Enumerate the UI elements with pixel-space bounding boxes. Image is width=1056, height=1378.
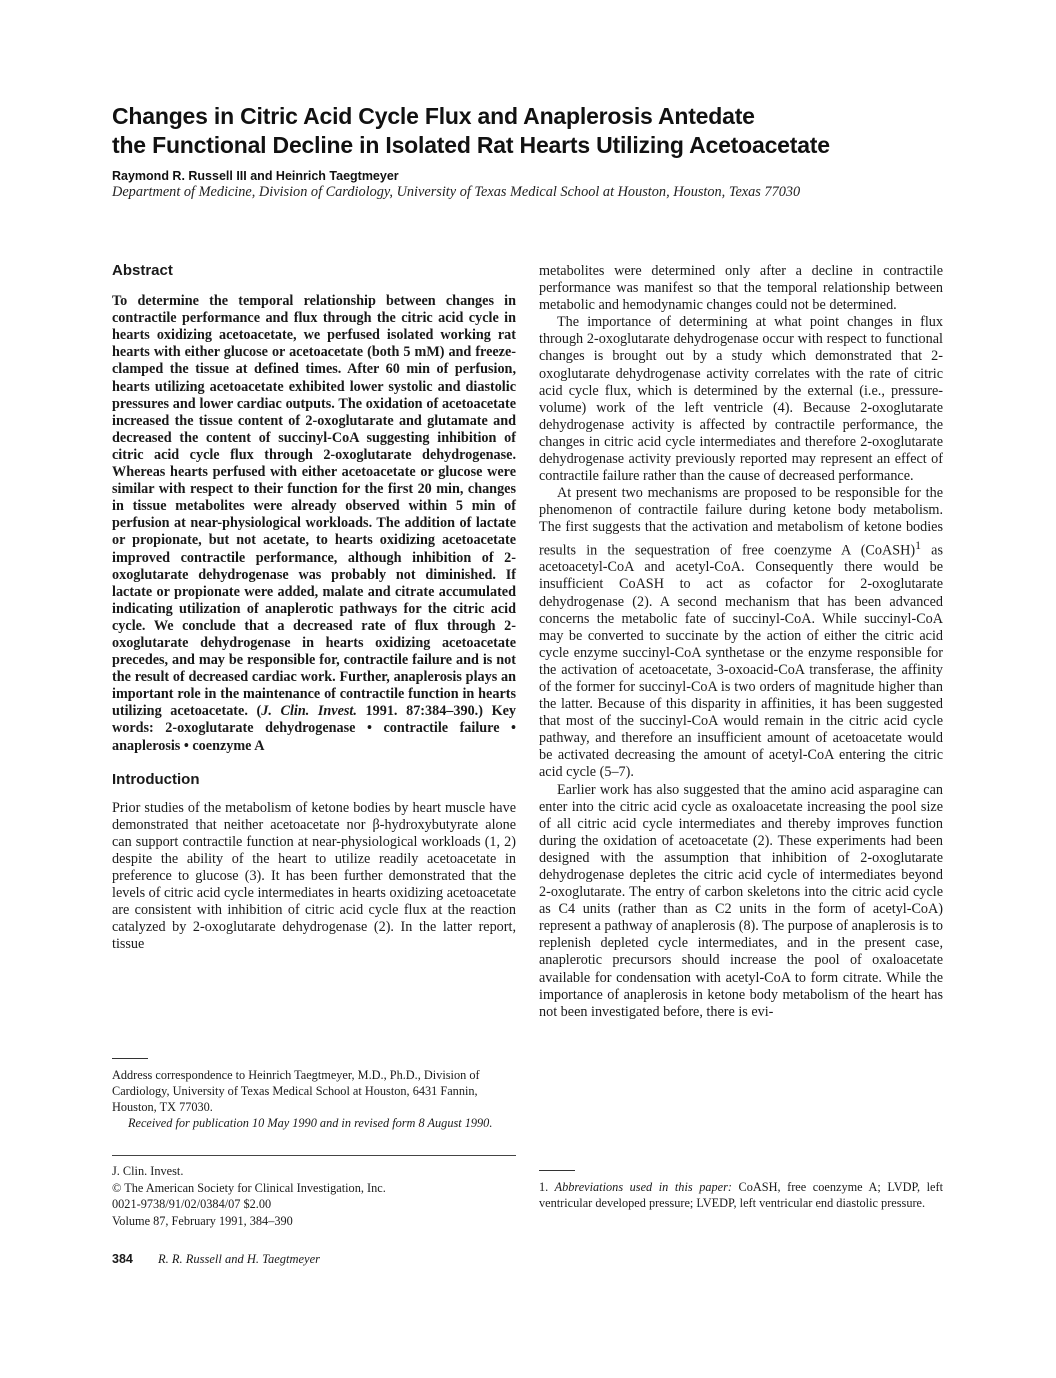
journal-name: J. Clin. Invest. [112,1164,184,1178]
right-paragraph-1: metabolites were determined only after a decline in contractile performance was manifest so that the temporal relationship between metabolic and hemodynamic changes could not be determined. [539,263,943,314]
right-paragraph-4: Earlier work has also suggested that the amino acid asparagine can enter into the citric acid cycle as oxaloacetate increasing the pool size of all citric acid cycle intermediates and thereby improves function during the oxidation of acetoacetate (2). These experiments had been designed with the assumption that inhibition of 2-oxoglutarate dehydrogenase depletes the citric acid cycle of intermediates beyond 2-oxoglutarate. The entry of carbon skeletons into the citric acid cycle as C4 units (rather than as C2 units in the form of acetyl-CoA) represent a pathway of anaplerosis (8). The purpose of anaplerosis is to replenish depleted cycle intermediates, and in the present case, anaplerotic precursors should increase the pool of oxaloacetate available for condensation with acetyl-CoA to form citrate. While the importance of anaplerosis in ketone body metabolism of the heart has not been investigated before, there is evi- [539,781,943,1020]
journal-info-divider [112,1155,516,1156]
right-paragraph-3 [539,485,943,781]
page-number: 384 [112,1252,133,1266]
journal-info [112,1163,516,1229]
correspondence-footnote [112,1058,516,1131]
volume-line: Volume 87, February 1991, 384–390 [112,1213,293,1228]
abstract-keywords: Key words: 2-oxoglutarate dehydrogenase • contractile failure • anaplerosis • coenzyme A [112,703,516,754]
issn-line: 0021-9738/91/02/0384/07 $2.00 [112,1197,272,1212]
footnote-definitions: CoASH, free coenzyme A; LVDP, left ventricular developed pressure; LVEDP, left ventricular end diastolic pressure. [539,1180,943,1211]
received-date: Received for publication 10 May 1990 and in revised form 8 August 1990. [128,1116,493,1130]
introduction-heading: Introduction [112,770,200,788]
right-column [539,263,943,1021]
title-line-2: the Functional Decline in Isolated Rat Hearts Utilizing Acetoacetate [112,132,830,158]
footnote-reference: 1 [915,537,921,552]
abstract-citation-journal: J. Clin. Invest. [261,703,357,720]
running-footer-authors: R. R. Russell and H. Taegtmeyer [157,1252,321,1266]
right-paragraph-2: The importance of determining at what point changes in flux through 2-oxoglutarate dehydrogenase occur with respect to functional changes is brought out by a study which demonstrated that 2-oxoglutarate dehydrogenase activity correlates with the rate of citric acid cycle flux, which is determined by the external (i.e., pressure-volume) work of the left ventricle (4). Because 2-oxoglutarate dehydrogenase activity is affected by contractile performance, the changes in citric acid cycle intermediates and therefore 2-oxoglutarate dehydrogenase activity previously reported may represent an effect of contractile failure rather than the cause of decreased performance. [539,314,943,485]
introduction-paragraph-1: Prior studies of the metabolism of ketone bodies by heart muscle have demonstrated that neither acetoacetate nor β-hydroxybutyrate alone can support contractile function at near-physiological workloads (1, 2) despite the ability of the heart to utilize readily acetoacetate in preference to glucose (3). It has been further demonstrated that the levels of citric acid cycle intermediates in hearts oxidizing acetoacetate are consistent with inhibition of citric acid cycle flux at the reaction catalyzed by 2-oxoglutarate dehydrogenase (2). In the latter report, tissue [112,799,516,953]
left-column [112,262,516,954]
abbreviations-footnote [539,1170,943,1212]
title-line-1: Changes in Citric Acid Cycle Flux and Anaplerosis Antedate [112,103,755,129]
footnote-number: 1. [539,1180,549,1194]
footnote-separator [112,1058,148,1059]
paragraph-3-continuation: as acetoacetyl-CoA and acetyl-CoA. Consequently there would be insufficient CoASH to act as cofactor for 2-oxoglutarate dehydrogenase (2). A second mechanism that has been advanced concerns the metabolic fate of succinyl-CoA. While succinyl-CoA may be converted to succinate by the action of either the citric acid cycle enzyme succinyl-CoA synthetase or the enzyme responsible for the activation of acetoacetate, 3-oxoacid-CoA transferase, the affinity of the former for succinyl-CoA is two orders of magnitude higher than the latter. Because of this disparity in affinities, it has been suggested that most of the succinyl-CoA would remain in the citric acid cycle pathway, and therefore an insufficient amount of acetoacetate would be activated decreasing the amount of acetyl-CoA entering the citric acid cycle (5–7). [539,542,943,781]
abstract-citation-details: 1991. 87:384–390.) [356,703,483,720]
copyright-line: © The American Society for Clinical Investigation, Inc. [112,1180,386,1195]
correspondence-address: Address correspondence to Heinrich Taegtmeyer, M.D., Ph.D., Division of Cardiology, University of Texas Medical School at Houston, 6431 Fannin, Houston, TX 77030. [112,1068,480,1114]
running-footer [112,1252,320,1267]
abstract-body [112,293,516,755]
author-list: Raymond R. Russell III and Heinrich Taegtmeyer [112,169,399,183]
author-affiliation: Department of Medicine, Division of Cardiology, University of Texas Medical School at Houston, Houston, Texas 77030 [112,184,801,200]
abbreviations-text [539,1179,943,1212]
abstract-heading: Abstract [112,262,173,279]
article-title [112,102,932,160]
footnote-separator [539,1170,575,1171]
paragraph-3-text: At present two mechanisms are proposed to be responsible for the phenomenon of contractile failure during ketone body metabolism. The first suggests that the activation and metabolism of ketone bodies results in the sequestration of free coenzyme A (CoASH) [539,485,943,559]
abstract-text: To determine the temporal relationship between changes in contractile performance and flux through the citric acid cycle in hearts oxidizing acetoacetate, we perfused isolated working rat hearts with either glucose or acetoacetate (both 5 mM) and freeze-clamped the tissue at defined times. After 60 min of perfusion, hearts utilizing acetoacetate exhibited lower systolic and diastolic pressures and lower cardiac outputs. The oxidation of acetoacetate increased the tissue content of 2-oxoglutarate and glutamate and decreased the content of succinyl-CoA suggesting inhibition of citric acid cycle flux through 2-oxoglutarate dehydrogenase. Whereas hearts perfused with either acetoacetate or glucose were similar with respect to their function for the first 20 min, changes in tissue metabolites were already observed within 5 min of perfusion at near-physiological workloads. The addition of lactate or propionate, but not acetate, to hearts oxidizing acetoacetate improved contractile performance, although inhibition of 2-oxoglutarate dehydrogenase was probably not diminished. If lactate or propionate were added, malate and citrate accumulated indicating utilization of anaplerotic pathways for the citric acid cycle. We conclude that a decreased rate of flux through 2-oxoglutarate dehydrogenase in hearts oxidizing acetoacetate precedes, and may be responsible for, contractile failure and is not the result of decreased cardiac work. Further, anaplerosis plays an important role in the maintenance of contractile function in hearts utilizing acetoacetate. ( [112,293,516,720]
footnote-label: Abbreviations used in this paper: [548,1180,732,1194]
